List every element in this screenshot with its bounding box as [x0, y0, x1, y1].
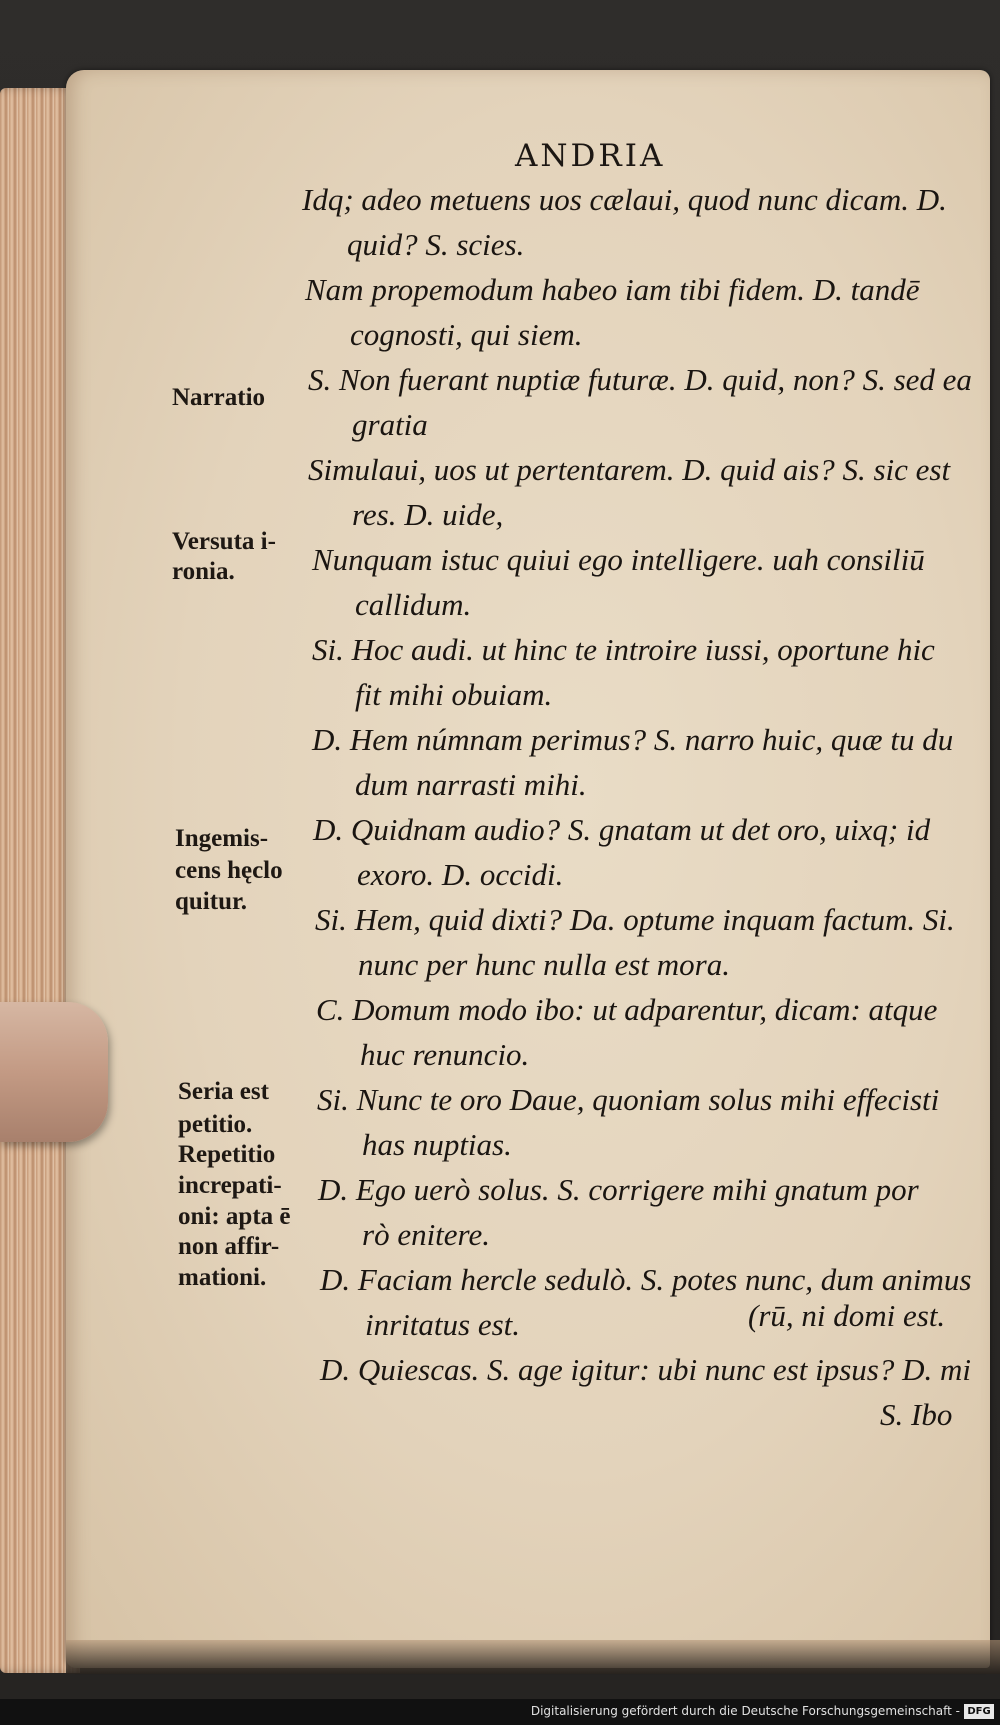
text-line: D. Quidnam audio? S. gnatam ut det oro, uixq; id — [313, 812, 931, 847]
margin-note: Ingemis- — [175, 825, 269, 852]
margin-note: Versuta i- — [172, 528, 276, 555]
footer-credit: Digitalisierung gefördert durch die Deutsche Forschungsgemeinschaft - — [530, 1704, 960, 1718]
text-line: fit mihi obuiam. — [355, 677, 553, 712]
text-line: S. Non fuerant nuptiæ futuræ. D. quid, non? S. sed ea — [308, 362, 972, 397]
page-bottom-shadow — [66, 1640, 1000, 1674]
running-header: ANDRIA — [515, 138, 666, 174]
margin-note: mationi. — [178, 1264, 267, 1291]
text-line: Si. Hoc audi. ut hinc te introire iussi, oportune hic — [312, 632, 935, 667]
text-line: cognosti, qui siem. — [350, 317, 583, 352]
text-line: dum narrasti mihi. — [355, 767, 587, 802]
text-line: inritatus est. — [365, 1307, 521, 1342]
margin-note: ronia. — [172, 558, 235, 585]
text-line: quid? S. scies. — [347, 227, 525, 262]
text-line: D. Hem númnam perimus? S. narro huic, quæ tu du — [312, 722, 954, 757]
margin-note: Narratio — [172, 384, 266, 411]
margin-note: increpati- — [178, 1172, 282, 1199]
text-line: Nam propemodum habeo iam tibi fidem. D. tandē — [305, 272, 920, 307]
margin-note: non affir- — [178, 1233, 280, 1260]
text-line-catchword: (rū, ni domi est. — [748, 1298, 946, 1333]
text-line: Idq; adeo metuens uos cælaui, quod nunc dicam. D. — [302, 182, 947, 217]
dfg-logo: DFG — [964, 1704, 994, 1719]
text-line: callidum. — [355, 587, 472, 622]
margin-note: petitio. — [178, 1111, 253, 1138]
margin-note: quitur. — [175, 888, 248, 915]
catchword: S. Ibo — [880, 1397, 953, 1432]
text-line: Si. Hem, quid dixti? Da. optume inquam factum. Si. — [315, 902, 955, 937]
text-line: exoro. D. occidi. — [357, 857, 564, 892]
margin-note: oni: apta ē — [178, 1203, 291, 1230]
text-line: Nunquam istuc quiui ego intelligere. uah consiliū — [312, 542, 925, 577]
text-line: nunc per hunc nulla est mora. — [358, 947, 730, 982]
text-line: D. Faciam hercle sedulò. S. potes nunc, dum animus — [320, 1262, 972, 1297]
text-line: C. Domum modo ibo: ut adparentur, dicam: atque — [316, 992, 938, 1027]
page-clip — [0, 1002, 108, 1142]
text-line: has nuptias. — [362, 1127, 512, 1162]
text-line: res. D. uide, — [352, 497, 504, 532]
margin-note: Repetitio — [178, 1141, 276, 1168]
footer-bar — [0, 1699, 1000, 1725]
text-line: D. Ego uerò solus. S. corrigere mihi gnatum por — [318, 1172, 919, 1207]
text-line: rò enitere. — [362, 1217, 490, 1252]
text-line: Simulaui, uos ut pertentarem. D. quid ais? S. sic est — [308, 452, 951, 487]
text-line: gratia — [352, 407, 428, 442]
margin-note: Seria est — [178, 1078, 269, 1105]
text-line: Si. Nunc te oro Daue, quoniam solus mihi effecisti — [317, 1082, 940, 1117]
text-line: huc renuncio. — [360, 1037, 530, 1072]
text-line: D. Quiescas. S. age igitur: ubi nunc est ipsus? D. mi — [320, 1352, 971, 1387]
margin-note: cens hęclo — [175, 857, 283, 884]
